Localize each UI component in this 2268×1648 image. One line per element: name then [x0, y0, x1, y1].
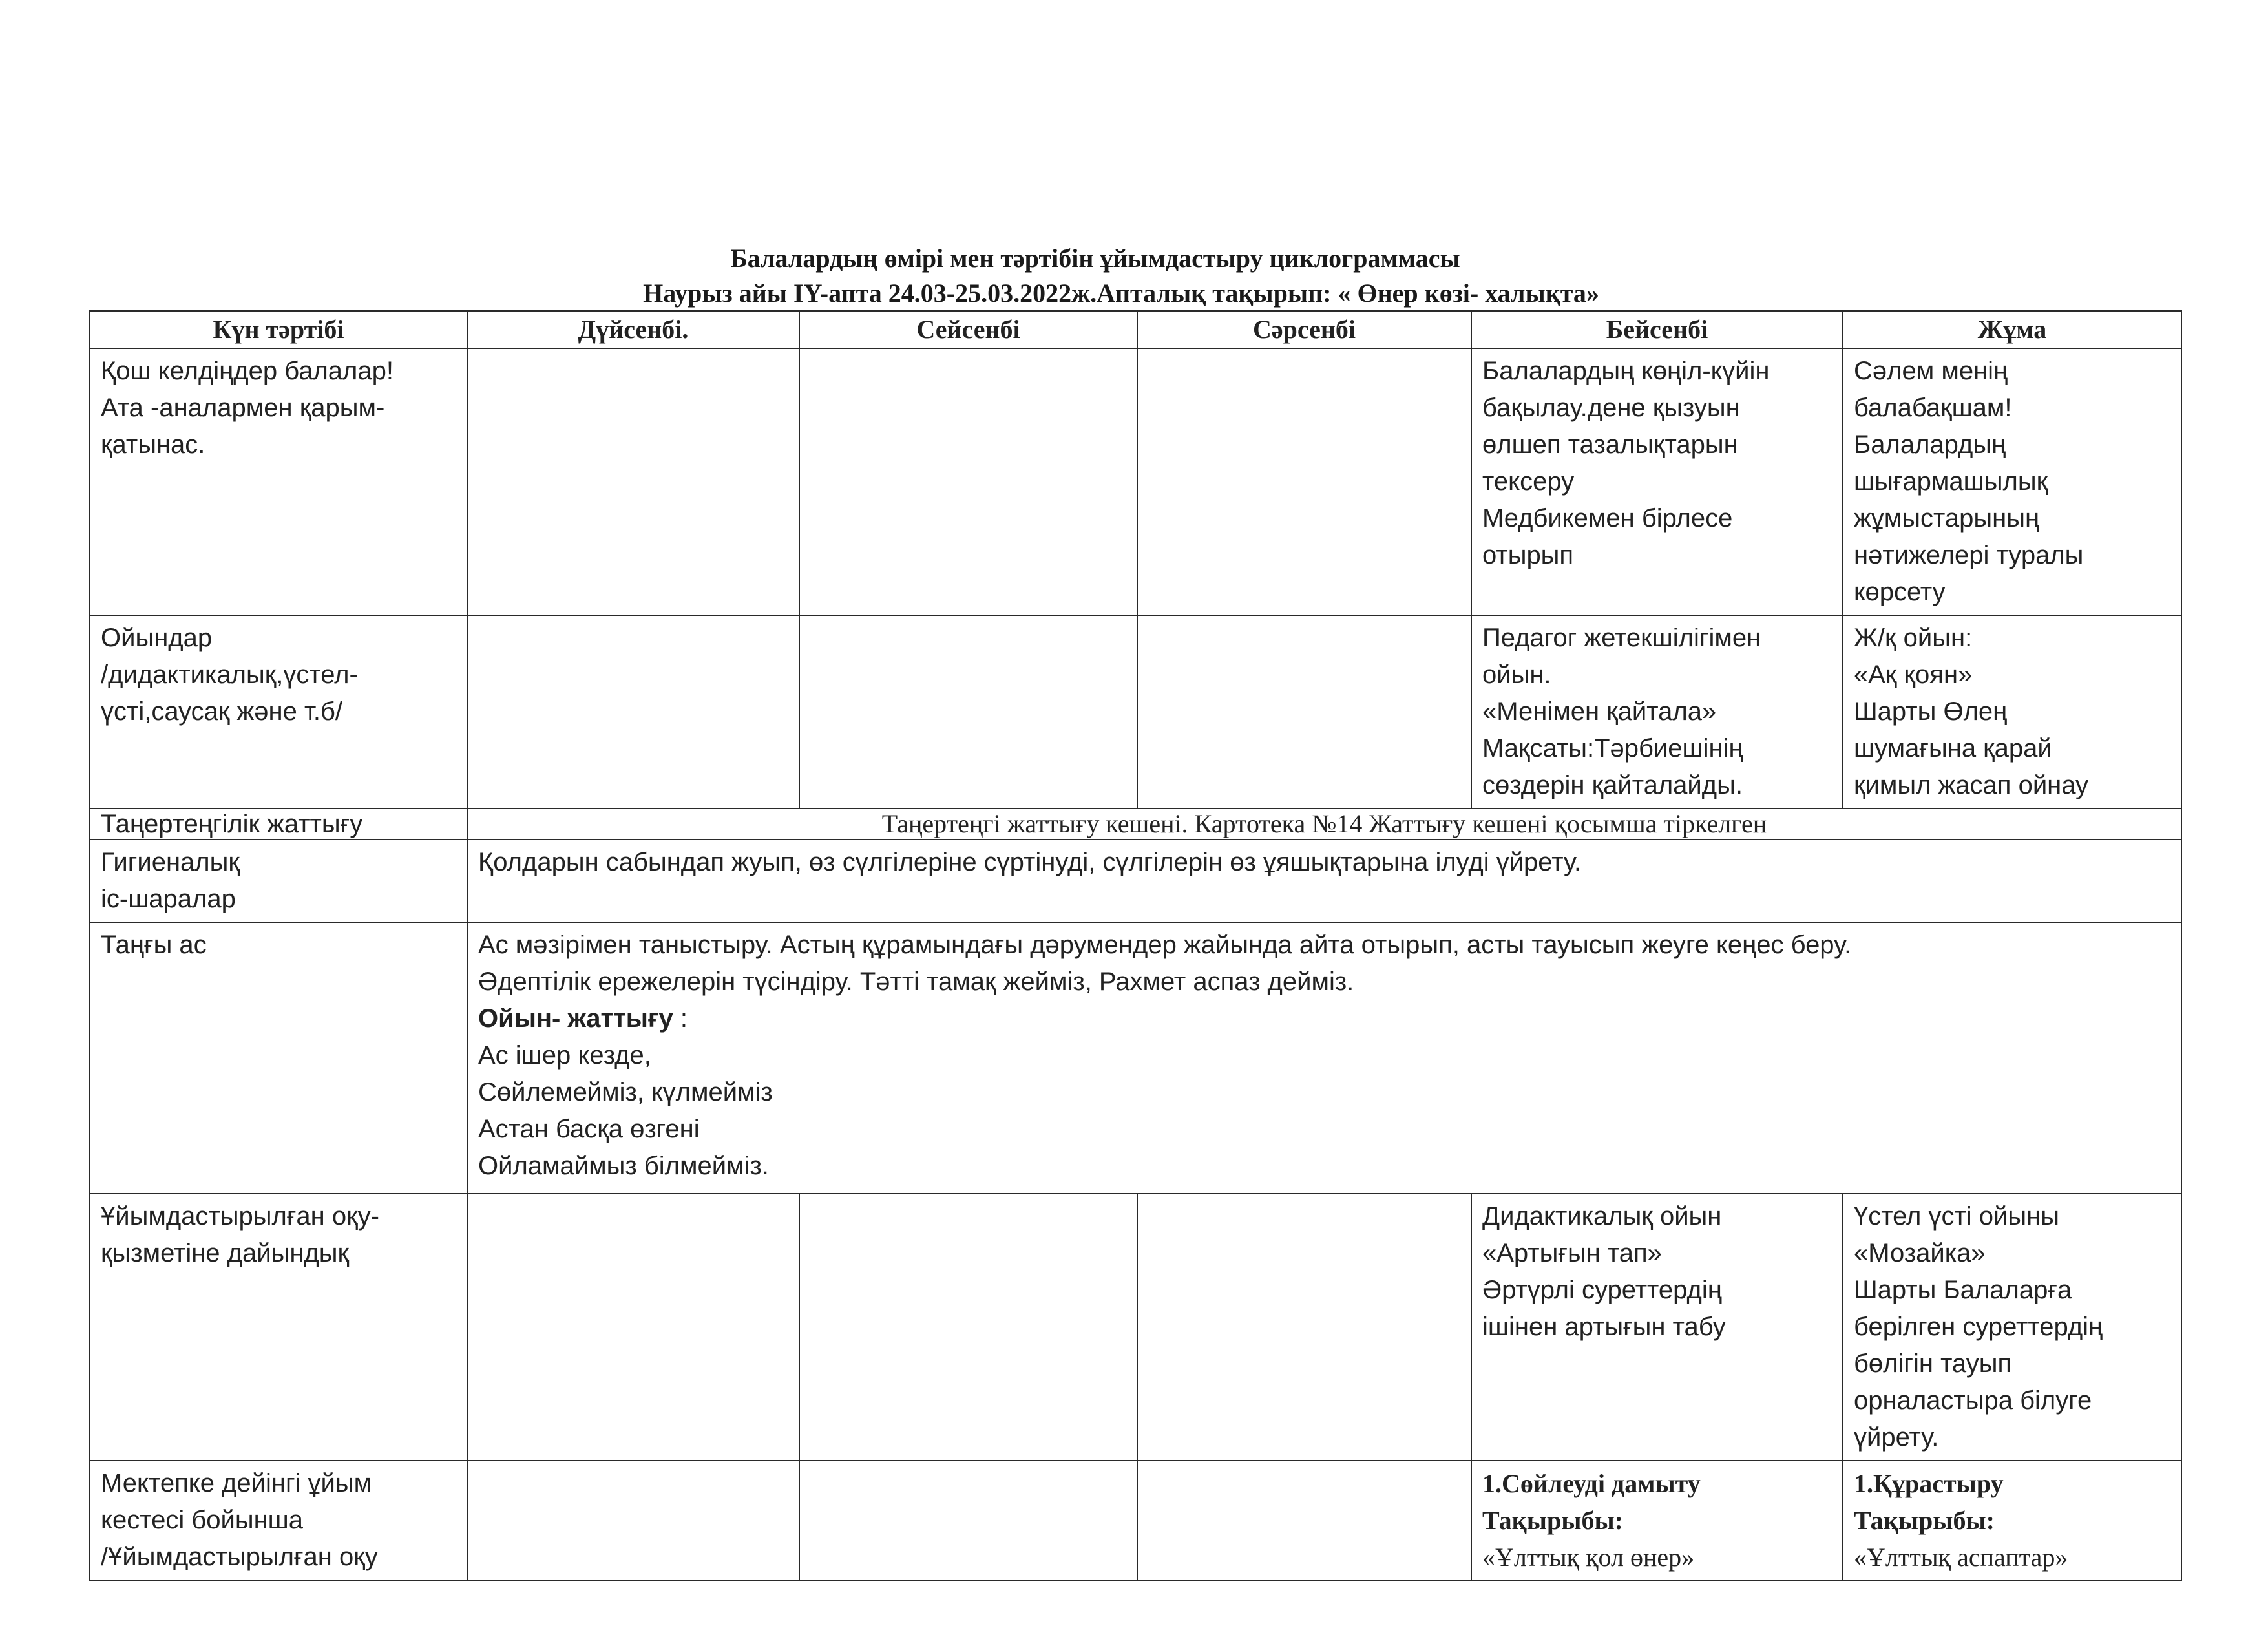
cell-monday — [467, 1194, 799, 1461]
column-header: Күн тәртібі — [90, 311, 467, 348]
cell-friday: Ж/қ ойын: «Ақ қоян» Шарты Өлең шумағына қарай қимыл жасап ойнау — [1843, 615, 2181, 808]
cell-monday — [467, 1461, 799, 1581]
cell-tuesday — [799, 615, 1137, 808]
game-heading: Ойын- жаттығу — [478, 1004, 673, 1033]
row-label: Ұйымдастырылған оқу- қызметіне дайындық — [90, 1194, 467, 1461]
table-row — [90, 922, 2181, 1194]
cell-monday — [467, 615, 799, 808]
cell-tuesday — [799, 1194, 1137, 1461]
cell-wednesday — [1137, 1461, 1471, 1581]
cell-tuesday — [799, 1461, 1137, 1581]
cell-thursday: Педагог жетекшілігімен ойын. «Менімен қайтала» Мақсаты:Тәрбиешінің сөздерін қайталайды. — [1471, 615, 1843, 808]
cell-wednesday — [1137, 348, 1471, 615]
table-row — [90, 348, 2181, 615]
column-header: Дүйсенбі. — [467, 311, 799, 348]
cell-tuesday — [799, 348, 1137, 615]
table-row — [90, 808, 2181, 840]
cell-wednesday — [1137, 615, 1471, 808]
exercise-note: Жаттығу кешені қосымша тіркелген — [1362, 809, 1767, 838]
exercise-cell — [467, 808, 2181, 840]
cell-wednesday — [1137, 1194, 1471, 1461]
breakfast-cell: Ас мәзірімен таныстыру. Астың құрамындағы дәрумендер жайында айта отырып, асты тауысып жеуге кеңес беру. Әдептілік ережелерін түсіндіру. Тәтті тамақ жейміз, Рахмет аспаз дейміз. Ойын- жаттығу : Ас ішер кезде, Сөйлемейміз, күлмейміз Астан басқа өзгені Ойламаймыз білмейміз. — [467, 922, 2181, 1194]
row-label: Қош келдіңдер балалар! Ата -аналармен қарым- қатынас. — [90, 348, 467, 615]
row-label: Мектепке дейінгі ұйым кестесі бойынша /Ұйымдастырылған оқу — [90, 1461, 467, 1581]
document-subtitle: Наурыз айы IY-апта 24.03-25.03.2022ж.Апталық тақырып: « Өнер көзі- халықта» — [643, 279, 1599, 308]
table-row — [90, 1194, 2181, 1461]
column-header: Сәрсенбі — [1137, 311, 1471, 348]
cell-friday: Үстел үсті ойыны «Мозайка» Шарты Балаларға берілген суреттердің бөлігін тауып орналастыра білуге үйрету. — [1843, 1194, 2181, 1461]
table-row — [90, 615, 2181, 808]
column-header: Бейсенбі — [1471, 311, 1843, 348]
column-header: Жұма — [1843, 311, 2181, 348]
cell-monday — [467, 348, 799, 615]
column-header: Сейсенбі — [799, 311, 1137, 348]
row-label: Таңертеңгілік жаттығу — [90, 808, 467, 840]
row-label: Таңғы ас — [90, 922, 467, 1194]
schedule-table — [89, 310, 2182, 1581]
table-row — [90, 1461, 2181, 1581]
row-label: Ойындар /дидактикалық,үстел- үсті,саусақ және т.б/ — [90, 615, 467, 808]
hygiene-cell: Қолдарын сабындап жуып, өз сүлгілеріне сүртінуді, сүлгілерін өз ұяшықтарына ілуді үйрету. — [467, 840, 2181, 922]
exercise-title: Таңертеңгі жаттығу кешені. Картотека №14 — [881, 809, 1363, 838]
cell-friday: 1.Құрастыру Тақырыбы: «Ұлттық аспаптар» — [1843, 1461, 2181, 1581]
cell-friday: Сәлем менің балабақшам! Балалардың шығармашылық жұмыстарының нәтижелері туралы көрсету — [1843, 348, 2181, 615]
row-label: Гигиеналық іс-шаралар — [90, 840, 467, 922]
table-header-row — [90, 311, 2181, 348]
cell-thursday: Балалардың көңіл-күйін бақылау.дене қызуын өлшеп тазалықтарын тексеру Медбикемен бірлесе отырып — [1471, 348, 1843, 615]
cell-thursday: Дидактикалық ойын «Артығын тап» Әртүрлі суреттердің ішінен артығын табу — [1471, 1194, 1843, 1461]
cell-thursday: 1.Сөйлеуді дамыту Тақырыбы: «Ұлттық қол өнер» — [1471, 1461, 1843, 1581]
document-title: Балалардың өмірі мен тәртібін ұйымдастыру циклограммасы — [730, 244, 1460, 273]
table-row — [90, 840, 2181, 922]
